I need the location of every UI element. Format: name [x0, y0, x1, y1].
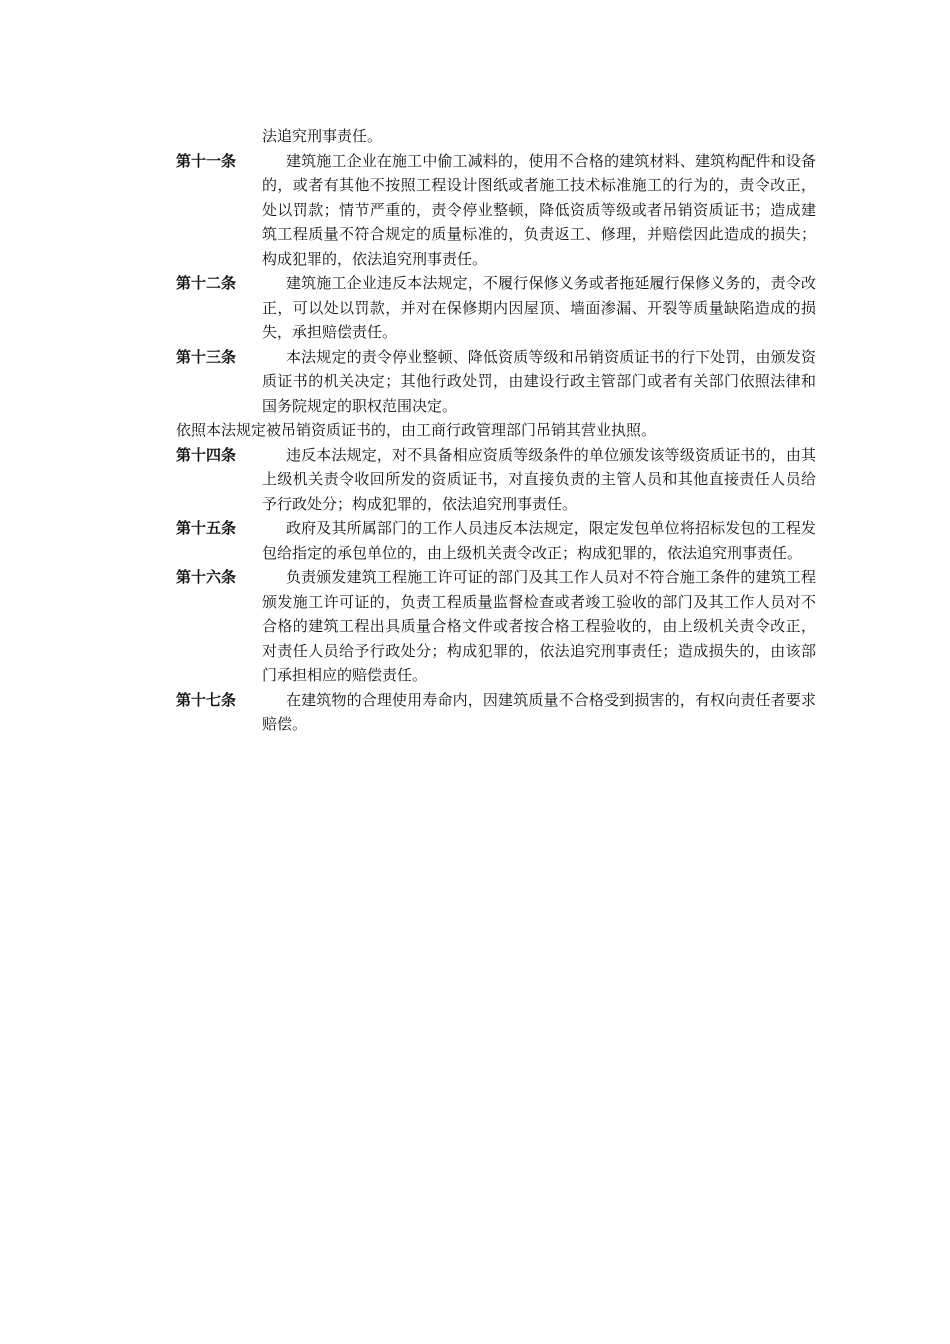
article-number: 第十五条: [176, 519, 237, 537]
article-number: 第十六条: [176, 568, 237, 586]
article-17: [176, 688, 816, 737]
article-text: 政府及其所属部门的工作人员违反本法规定，限定发包单位将招标发包的工程发包给指定的承包单位的，由上级机关责令改正；构成犯罪的，依法追究刑事责任。: [262, 519, 816, 562]
article-text: 违反本法规定，对不具备相应资质等级条件的单位颁发该等级资质证书的，由其上级机关责令收回所发的资质证书，对直接负责的主管人员和其他直接责任人员给予行政处分；构成犯罪的，依法追究刑事责任。: [262, 445, 816, 513]
article-text: 本法规定的责令停业整顿、降低资质等级和吊销资质证书的行下处罚，由颁发资质证书的机关决定；其他行政处罚，由建设行政主管部门或者有关部门依照法律和国务院规定的职权范围决定。: [262, 347, 816, 415]
article-text: 建筑施工企业违反本法规定，不履行保修义务或者拖延履行保修义务的，责令改正，可以处以罚款，并对在保修期内因屋顶、墙面渗漏、开裂等质量缺陷造成的损失，承担赔偿责任。: [262, 274, 816, 341]
article-16: [176, 565, 816, 688]
article-number: 第十三条: [176, 347, 237, 366]
article-15: [176, 516, 816, 565]
article-number: 第十七条: [176, 690, 237, 709]
article-11: [176, 149, 816, 272]
continued-text: 法追究刑事责任。: [262, 127, 383, 145]
article-text: 建筑施工企业在施工中偷工减料的，使用不合格的建筑材料、建筑构配件和设备的，或者有其他不按照工程设计图纸或者施工技术标准施工的行为的，责令改正，处以罚款；情节严重的，责令停业整顿，降低资质等级或者吊销资质证书；造成建筑工程质量不符合规定的质量标准的，负责返工、修理，并赔偿因此造成的损失；构成犯罪的，依法追究刑事责任。: [262, 151, 816, 268]
article-number: 第十二条: [176, 274, 237, 292]
article-number: 第十四条: [176, 445, 237, 464]
article-text: 负责颁发建筑工程施工许可证的部门及其工作人员对不符合施工条件的建筑工程颁发施工许可证的，负责工程质量监督检查或者竣工验收的部门及其工作人员对不合格的建筑工程出具质量合格文件或者按合格工程验收的，由上级机关责令改正，对责任人员给予行政处分；构成犯罪的，依法追究刑事责任；造成损失的，由该部门承担相应的赔偿责任。: [262, 568, 816, 684]
article-number: 第十一条: [176, 151, 237, 170]
document-body: [176, 124, 816, 737]
article-12: [176, 271, 816, 345]
article-text: 在建筑物的合理使用寿命内，因建筑质量不合格受到损害的，有权向责任者要求赔偿。: [262, 690, 816, 733]
article-13: [176, 345, 816, 419]
standalone-paragraph: 依照本法规定被吊销资质证书的，由工商行政管理部门吊销其营业执照。: [176, 421, 657, 439]
article-14: [176, 443, 816, 517]
